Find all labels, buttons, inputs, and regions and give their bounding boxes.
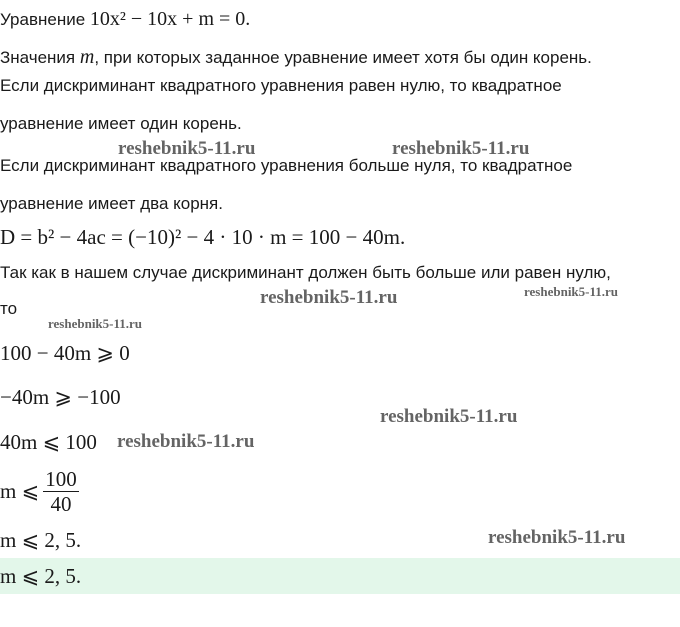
rule-one-line-b: уравнение имеет один корень. <box>0 114 242 133</box>
values-prefix: Значения <box>0 48 76 67</box>
inequality-step-4 <box>0 464 79 518</box>
rule-two-line-b: уравнение имеет два корня. <box>0 194 223 213</box>
condition-line-a: Так как в нашем случае дискриминант должен быть больше или равен нулю, <box>0 263 611 282</box>
inequality-step-5: m ⩽ 2, 5. <box>0 528 82 552</box>
header-prefix: Уравнение <box>0 10 86 29</box>
watermark-text: reshebnik5-11.ru <box>392 138 530 159</box>
inequality-step-4-lhs: m ⩽ <box>0 479 40 503</box>
discriminant-formula: D = b² − 4ac = (−10)² − 4 · 10 · m = 100 − 40m. <box>0 225 406 249</box>
watermark-text: reshebnik5-11.ru <box>524 284 619 299</box>
watermark-text: reshebnik5-11.ru <box>260 287 398 308</box>
header-equation: 10x² − 10x + m = 0. <box>89 8 251 30</box>
answer-text: m ⩽ 2, 5. <box>0 564 82 588</box>
inequality-step-1: 100 − 40m ⩾ 0 <box>0 341 130 365</box>
watermark-text: reshebnik5-11.ru <box>48 316 143 331</box>
fraction-denominator: 40 <box>50 491 72 516</box>
values-variable: m <box>79 46 95 68</box>
values-rest: , при которых заданное уравнение имеет хотя бы один корень. <box>94 48 592 67</box>
rule-one-line-a: Если дискриминант квадратного уравнения равен нулю, то квадратное <box>0 76 562 95</box>
inequality-step-2: −40m ⩾ −100 <box>0 385 121 409</box>
watermark-text: reshebnik5-11.ru <box>380 406 518 427</box>
inequality-step-3: 40m ⩽ 100 <box>0 430 97 454</box>
watermark-text: reshebnik5-11.ru <box>118 138 256 159</box>
equation-header <box>0 6 250 32</box>
values-statement <box>0 44 592 70</box>
answer-highlight <box>0 558 680 594</box>
fraction <box>43 467 79 516</box>
watermark-text: reshebnik5-11.ru <box>117 431 255 452</box>
fraction-numerator: 100 <box>45 466 77 491</box>
rule-two-line-a: Если дискриминант квадратного уравнения больше нуля, то квадратное <box>0 156 573 175</box>
watermark-text: reshebnik5-11.ru <box>488 527 626 548</box>
condition-line-b: то <box>0 299 18 318</box>
